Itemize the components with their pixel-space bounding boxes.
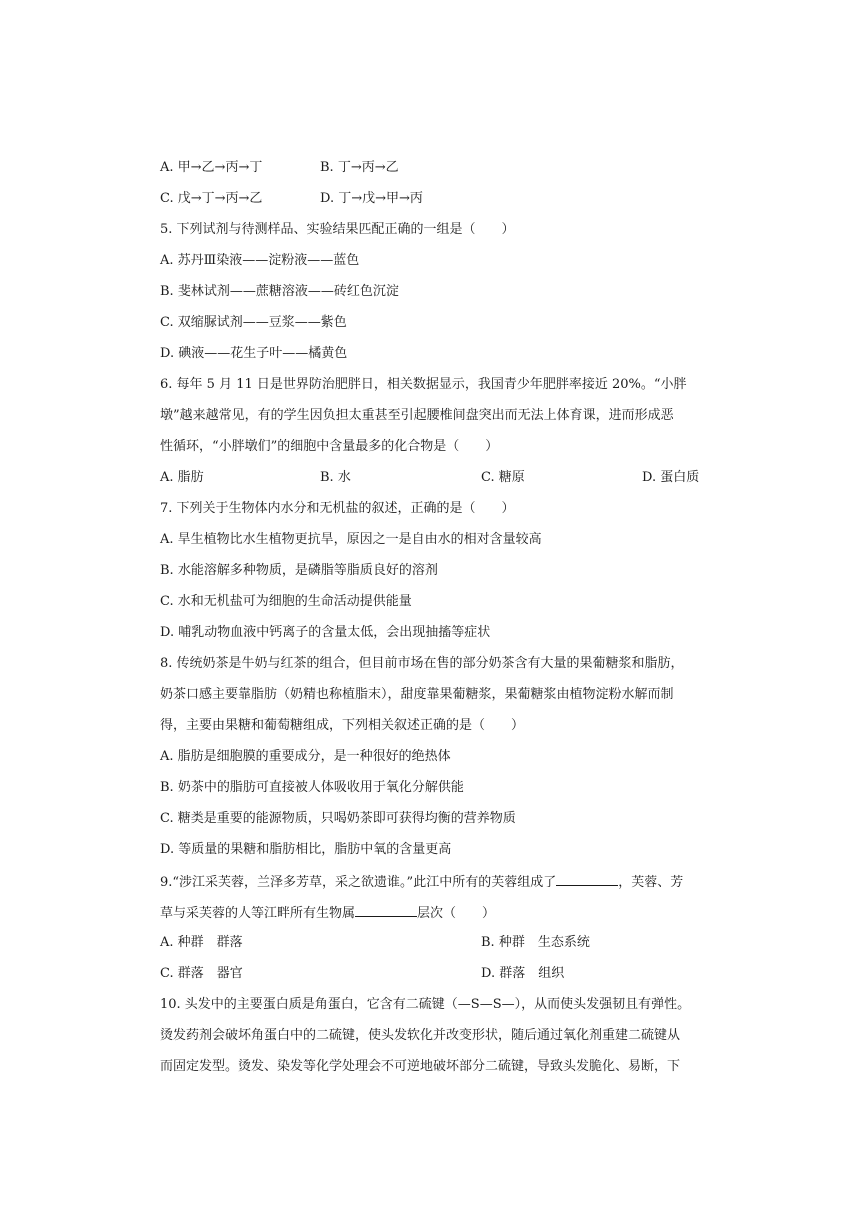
q9-stem-line-1 (160, 871, 683, 893)
q6-stem-line-1: 6. 每年 5 月 11 日是世界防治肥胖日，相关数据显示，我国青少年肥胖率接近 20%。“小胖 (160, 377, 687, 392)
q8-stem-line-1: 8. 传统奶茶是牛奶与红茶的组合，但目前市场在售的部分奶茶含有大量的果葡糖浆和脂肪， (160, 656, 684, 671)
q7-option-c[interactable]: C. 水和无机盐可为细胞的生命活动提供能量 (160, 594, 412, 609)
q7-option-a[interactable]: A. 旱生植物比水生植物更抗旱，原因之一是自由水的相对含量较高 (160, 532, 542, 547)
q6-option-c[interactable]: C. 糖原 (481, 470, 525, 485)
q9-stem-part-b: ，芙蓉、芳 (618, 875, 684, 890)
q9-stem-part-a: 9.“涉江采芙蓉，兰泽多芳草，采之欲遗谁。”此江中所有的芙蓉组成了 (160, 875, 557, 890)
q4-option-c[interactable]: C. 戊→丁→丙→乙 (160, 191, 263, 206)
q9-blank-2 (355, 902, 417, 917)
q10-stem-line-3: 而固定发型。烫发、染发等化学处理会不可逆地破坏部分二硫键，导致头发脆化、易断，下 (160, 1059, 681, 1074)
q7-option-d[interactable]: D. 哺乳动物血液中钙离子的含量太低，会出现抽搐等症状 (160, 625, 491, 640)
q5-option-a[interactable]: A. 苏丹Ⅲ染液——淀粉液——蓝色 (160, 253, 360, 268)
q10-stem-line-1: 10. 头发中的主要蛋白质是角蛋白，它含有二硫键（—S—S—），从而使头发强韧且有弹性。 (160, 997, 691, 1012)
q5-option-c[interactable]: C. 双缩脲试剂——豆浆——紫色 (160, 315, 347, 330)
q6-option-d[interactable]: D. 蛋白质 (642, 470, 700, 485)
q9-blank-1 (556, 871, 618, 886)
q7-stem: 7. 下列关于生物体内水分和无机盐的叙述，正确的是（ ） (160, 501, 515, 516)
q9-option-a[interactable]: A. 种群 群落 (160, 935, 243, 950)
q8-option-a[interactable]: A. 脂肪是细胞膜的重要成分，是一种很好的绝热体 (160, 749, 451, 764)
q8-stem-line-3: 得，主要由果糖和葡萄糖组成，下列相关叙述正确的是（ ） (160, 718, 525, 733)
q7-option-b[interactable]: B. 水能溶解多种物质，是磷脂等脂质良好的溶剂 (160, 563, 438, 578)
q8-stem-line-2: 奶茶口感主要靠脂肪（奶精也称植脂末），甜度靠果葡糖浆，果葡糖浆由植物淀粉水解而制 (160, 687, 674, 702)
q4-option-b[interactable]: B. 丁→丙→乙 (320, 160, 399, 175)
q9-stem-part-d: 层次（ ） (417, 906, 496, 921)
q5-option-d[interactable]: D. 碘液——花生子叶——橘黄色 (160, 346, 348, 361)
q8-option-d[interactable]: D. 等质量的果糖和脂肪相比，脂肪中氧的含量更高 (160, 842, 452, 857)
q10-stem-line-2: 烫发药剂会破坏角蛋白中的二硫键，使头发软化并改变形状，随后通过氧化剂重建二硫键从 (160, 1028, 681, 1043)
q9-option-d[interactable]: D. 群落 组织 (481, 966, 565, 981)
q5-stem: 5. 下列试剂与待测样品、实验结果匹配正确的一组是（ ） (160, 222, 515, 237)
q6-option-b[interactable]: B. 水 (320, 470, 351, 485)
q4-option-a[interactable]: A. 甲→乙→丙→丁 (160, 160, 263, 175)
q6-stem-line-2: 墩”越来越常见，有的学生因负担太重甚至引起腰椎间盘突出而无法上体育课，进而形成恶 (160, 408, 674, 423)
q6-option-a[interactable]: A. 脂肪 (160, 470, 204, 485)
q6-stem-line-3: 性循环，“小胖墩们”的细胞中含量最多的化合物是（ ） (160, 439, 499, 454)
q8-option-b[interactable]: B. 奶茶中的脂肪可直接被人体吸收用于氧化分解供能 (160, 780, 464, 795)
q8-option-c[interactable]: C. 糖类是重要的能源物质，只喝奶茶即可获得均衡的营养物质 (160, 811, 516, 826)
q9-option-b[interactable]: B. 种群 生态系统 (481, 935, 590, 950)
q9-option-c[interactable]: C. 群落 器官 (160, 966, 243, 981)
q9-stem-line-2 (160, 902, 495, 924)
q5-option-b[interactable]: B. 斐林试剂——蔗糖溶液——砖红色沉淀 (160, 284, 399, 299)
q9-stem-part-c: 草与采芙蓉的人等江畔所有生物属 (160, 906, 356, 921)
q4-option-d[interactable]: D. 丁→戊→甲→丙 (320, 191, 423, 206)
